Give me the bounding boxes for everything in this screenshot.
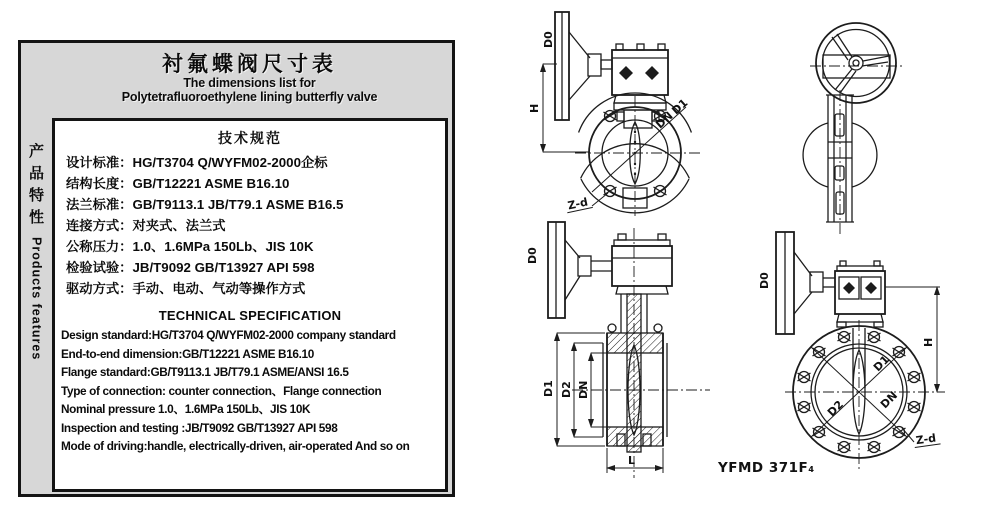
dim-label-dn: DN [877,388,901,412]
product-features-panel [18,40,455,497]
dim-label-d0: D0 [758,272,771,289]
drawing-wafer-front-view [528,12,700,216]
title-english-line2: Polytetrafluoroethylene lining butterfly valve [121,90,378,105]
spec-row-en: End-to-end dimension:GB/T12221 ASME B16.10 [61,346,314,361]
valve-drawings [500,0,1000,507]
spec-row-cn: 结构长度：GB/T12221 ASME B16.10 [66,176,290,191]
spec-rows-en [55,326,445,456]
dim-label-dn: DN [577,380,590,399]
dim-label-d1: D1 [542,380,555,397]
spec-heading-cn: 技术规范 [218,130,282,146]
dim-label-dn: DN [653,109,676,132]
drawing-wafer-side-view [803,23,902,236]
spec-row-en: Type of connection: counter connection、Flange connection [61,383,382,398]
dim-label-zd: Z-d [566,195,590,213]
spec-row-cn: 驱动方式：手动、电动、气动等操作方式 [66,281,306,296]
gearbox-icon [612,234,672,294]
spec-row-cn: 连接方式：对夹式、法兰式 [66,218,226,233]
dim-label-h: H [922,337,935,347]
dim-label-d0: D0 [542,31,555,48]
spec-row-en: Inspection and testing :JB/T9092 GB/T13927 API 598 [61,420,338,435]
spec-row-en: Nominal pressure 1.0、1.6MPa 150Lb、JIS 10K [61,402,311,416]
dim-label-d2: D2 [560,381,573,398]
bolt-icon [654,186,667,197]
spec-box [52,118,448,492]
model-number-label: YFMD 371F₄ [718,460,815,476]
handwheel-spokes [832,34,889,93]
drawing-flanged-front-view [717,232,945,476]
handwheel-profile-icon [776,232,835,334]
dim-label-d1: D1 [870,353,892,375]
title-english-line1: The dimensions list for [183,76,316,91]
spec-row-cn: 公称压力：1.0、1.6MPa 150Lb、JIS 10K [66,239,314,254]
spec-row-en: Flange standard:GB/T9113.1 JB/T79.1 ASME/ANSI 16.5 [61,365,349,379]
dim-label-zd: Z-d [914,431,937,448]
sidebar-label-en: Products features [29,237,44,361]
spec-row-cn: 检验试验：JB/T9092 GB/T13927 API 598 [66,260,315,275]
dim-label-l: L [628,454,636,467]
handwheel-profile-icon [548,222,612,318]
sidebar-label-cn: 产品特性 [27,143,45,231]
spec-row-cn: 设计标准：HG/T3704 Q/WYFM02-2000企标 [66,155,328,170]
bolt-icon [604,111,617,122]
dim-zd-group [913,431,941,447]
title-block [51,53,448,105]
title-chinese: 衬氟蝶阀尺寸表 [162,53,337,76]
sidebar-vertical-label [23,143,50,473]
spec-row-en: Mode of driving:handle, electrically-driven, air-operated And so on [61,439,410,453]
spec-rows-cn [55,152,445,299]
dim-label-h: H [528,103,541,113]
gearbox-icon [835,261,885,327]
gearbox-icon [612,44,668,110]
spec-heading-en: TECHNICAL SPECIFICATION [158,308,342,323]
dim-label-d2: D2 [824,398,846,420]
dim-label-d0: D0 [526,247,539,264]
spec-row-en: Design standard:HG/T3704 Q/WYFM02-2000 company standard [61,328,396,342]
drawing-flanged-section-view [526,222,710,478]
handwheel-profile-icon [555,12,612,120]
spec-row-cn: 法兰标准：GB/T9113.1 JB/T79.1 ASME B16.5 [66,197,344,212]
dim-label-d1: D1 [669,96,691,118]
dim-zd-group [565,195,593,213]
